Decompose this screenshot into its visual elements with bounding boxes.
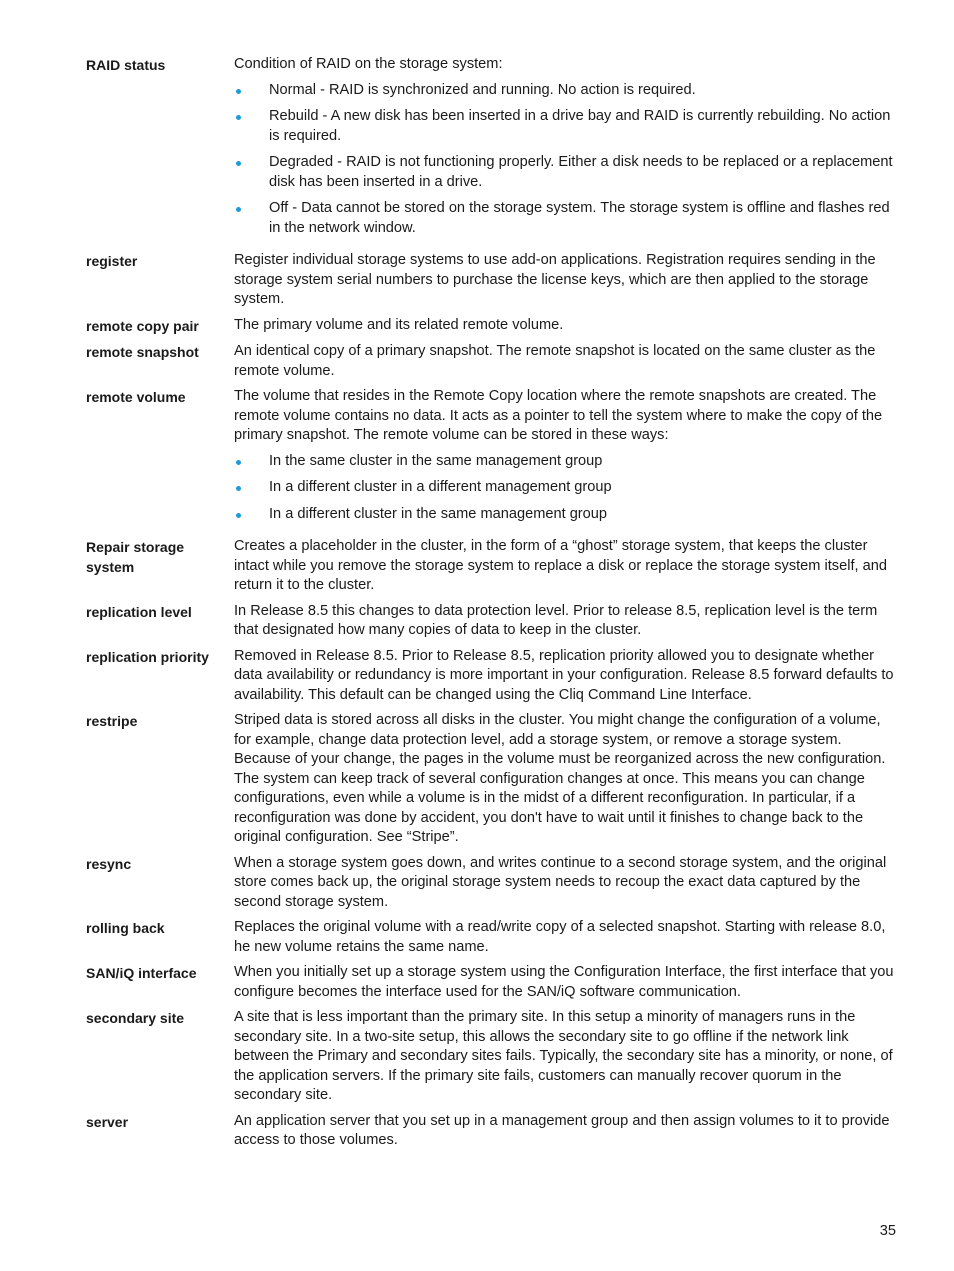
definition-text: In Release 8.5 this changes to data protection level. Prior to release 8.5, replication level is the term that designated how many copies of data to keep in the cluster.	[234, 602, 878, 638]
page-number: 35	[879, 1223, 896, 1239]
entry-resync	[86, 854, 898, 913]
bullet-item: In the same cluster in the same management group	[234, 452, 898, 472]
definition-text: An identical copy of a primary snapshot. The remote snapshot is located on the same cluster as the remote volume.	[234, 343, 876, 379]
entry-remote-copy-pair	[86, 316, 898, 337]
bullet-list	[234, 81, 898, 239]
definition	[234, 251, 898, 310]
definition-text: Replaces the original volume with a read/write copy of a selected snapshot. Starting with release 8.0, he new volume retains the same name.	[234, 919, 886, 955]
definition	[234, 1008, 898, 1106]
definition-text: A site that is less important than the primary site. In this setup a minority of managers runs in the secondary site. In a two-site setup, this allows the secondary site to go offline if the network link between the Primary and secondary sites fails. Typically, the secondary site has a minority, or none, of the application servers. If the primary site fails, customers can manually recover quorum in the secondary site.	[234, 1009, 893, 1103]
definition	[234, 647, 898, 706]
term: secondary site	[86, 1010, 185, 1026]
entry-replication-priority	[86, 647, 898, 706]
term: remote volume	[86, 389, 186, 405]
entry-secondary-site	[86, 1008, 898, 1106]
bullet-list	[234, 452, 898, 525]
entry-replication-level	[86, 602, 898, 641]
definition-text: Creates a placeholder in the cluster, in the form of a “ghost” storage system, that keeps the cluster intact while you remove the storage system to replace a disk or replace the storage system itself, and return it to the cluster.	[234, 538, 887, 593]
definition	[234, 711, 898, 848]
definition	[234, 316, 898, 336]
definition-text: When a storage system goes down, and writes continue to a second storage system, and the original store comes back up, the original storage system needs to recoup the exact data captured by the second storage system.	[234, 854, 887, 910]
definition	[234, 55, 898, 245]
entry-server	[86, 1112, 898, 1151]
entry-raid-status	[86, 55, 898, 245]
glossary	[86, 55, 898, 1157]
entry-repair-storage-system	[86, 537, 898, 596]
definition	[234, 854, 898, 913]
bullet-item: Off - Data cannot be stored on the storage system. The storage system is offline and flashes red in the network window.	[234, 199, 898, 238]
entry-remote-volume	[86, 387, 898, 531]
definition-text: When you initially set up a storage system using the Configuration Interface, the first interface that you configure becomes the interface used for the SAN/iQ software communication.	[234, 964, 894, 1000]
entry-register	[86, 251, 898, 310]
term: Repair storage system	[86, 539, 185, 575]
entry-rolling-back	[86, 918, 898, 957]
definition	[234, 1112, 898, 1151]
definition-text: Striped data is stored across all disks in the cluster. You might change the configuration of a volume, for example, change data protection level, add a storage system, or remove a storage system. Because of your change, the pages in the volume must be reorganized across the new configuration. The system can keep track of several configuration changes at once. This means you can change configurations, even while a volume is in the midst of a different reconfiguration. In particular, if a reconfiguration was done by accident, you don't have to wait until it finishes to change back to the original configuration. See “Stripe”.	[234, 712, 886, 845]
definition-text: The primary volume and its related remote volume.	[234, 316, 564, 333]
definition	[234, 602, 898, 641]
definition-text: Condition of RAID on the storage system:	[234, 56, 503, 72]
definition-text: Removed in Release 8.5. Prior to Release 8.5, replication priority allowed you to designate whether data availability or redundancy is more important in your configuration. Release 8.5 forward defaults to availability. This default can be changed using the Cliq Command Line Interface.	[234, 647, 894, 703]
term: register	[86, 253, 138, 269]
term: rolling back	[86, 920, 165, 936]
definition-text: Register individual storage systems to use add-on applications. Registration requires sending in the storage system serial numbers to purchase the license keys, which are then applied to the storage system.	[234, 252, 876, 307]
term: server	[86, 1113, 129, 1130]
definition	[234, 342, 898, 381]
term: RAID status	[86, 57, 166, 73]
term: SAN/iQ interface	[86, 965, 197, 981]
term: restripe	[86, 713, 138, 729]
term: remote copy pair	[86, 317, 199, 334]
entry-restripe	[86, 711, 898, 848]
bullet-item: Degraded - RAID is not functioning properly. Either a disk needs to be replaced or a replacement disk has been inserted in a drive.	[234, 153, 898, 192]
definition-text: An application server that you set up in a management group and then assign volumes to it to provide access to those volumes.	[234, 1112, 890, 1148]
entry-remote-snapshot	[86, 342, 898, 381]
term: replication priority	[86, 648, 209, 665]
definition-text: The volume that resides in the Remote Copy location where the remote snapshots are created. The remote volume contains no data. It acts as a pointer to tell the system where to make the copy of the primary snapshot. The remote volume can be stored in these ways:	[234, 388, 883, 443]
term: remote snapshot	[86, 344, 199, 360]
definition	[234, 963, 898, 1002]
bullet-item: Normal - RAID is synchronized and running. No action is required.	[234, 81, 898, 101]
definition	[234, 918, 898, 957]
entry-san-iq-interface	[86, 963, 898, 1002]
bullet-item: In a different cluster in a different management group	[234, 478, 898, 498]
bullet-item: Rebuild - A new disk has been inserted in a drive bay and RAID is currently rebuilding. No action is required.	[234, 107, 898, 146]
definition	[234, 387, 898, 531]
term: replication level	[86, 603, 192, 620]
bullet-item: In a different cluster in the same management group	[234, 505, 898, 525]
term: resync	[86, 855, 132, 872]
definition	[234, 537, 898, 596]
